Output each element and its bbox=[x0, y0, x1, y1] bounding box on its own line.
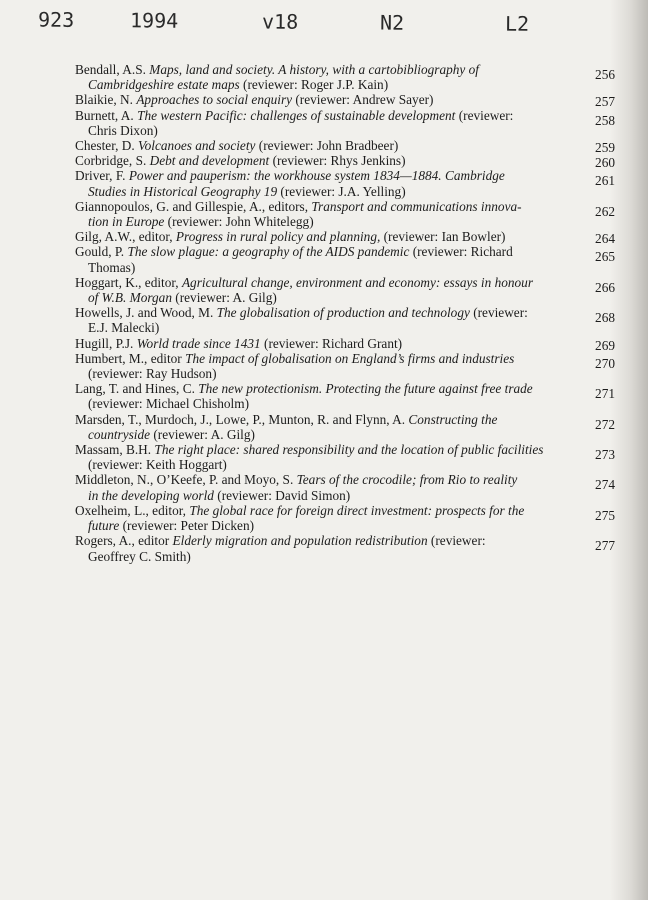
entry-line bbox=[75, 396, 563, 411]
entry-title: Constructing the bbox=[408, 411, 498, 427]
entry-title: The right place: shared responsibility and the location of public facilities bbox=[154, 442, 544, 458]
entry-text bbox=[75, 305, 615, 335]
entry-author: Driver, F. bbox=[75, 168, 129, 184]
entry-reviewer: Geoffrey C. Smith) bbox=[88, 548, 191, 564]
entry-author: Humbert, M., editor bbox=[75, 350, 186, 366]
entry-line bbox=[75, 442, 563, 457]
entry-line bbox=[75, 184, 563, 199]
entry-title: in the developing world bbox=[88, 487, 214, 503]
entry-reviewer: E.J. Malecki) bbox=[88, 320, 160, 336]
entry-author: Gilg, A.W., editor, bbox=[75, 229, 176, 245]
entry-line bbox=[75, 427, 563, 442]
entry-page-number: 264 bbox=[595, 231, 615, 247]
entry-line bbox=[75, 229, 563, 244]
index-entry bbox=[75, 442, 615, 472]
index-entry bbox=[75, 305, 615, 335]
entry-page-number: 271 bbox=[595, 386, 615, 402]
entry-title: Studies in Historical Geography 19 bbox=[88, 183, 278, 199]
entry-title: The impact of globalisation on England’s firms and industries bbox=[185, 350, 515, 366]
page-edge-shadow bbox=[610, 0, 648, 900]
entry-text bbox=[75, 472, 615, 502]
entry-reviewer: (reviewer: Richard Grant) bbox=[260, 335, 403, 351]
index-entry bbox=[75, 472, 615, 502]
entry-reviewer: (reviewer: John Whitelegg) bbox=[164, 214, 314, 230]
entry-text bbox=[75, 533, 615, 563]
entry-page-number: 265 bbox=[595, 249, 615, 265]
entry-reviewer: (reviewer: J.A. Yelling) bbox=[277, 183, 406, 199]
entry-reviewer: (reviewer: bbox=[469, 305, 528, 321]
entry-author: Gould, P. bbox=[75, 244, 128, 260]
handwritten-mark: L2 bbox=[504, 11, 530, 36]
entry-reviewer: (reviewer: bbox=[427, 533, 486, 549]
entry-page-number: 274 bbox=[595, 477, 615, 493]
entry-reviewer: (reviewer: A. Gilg) bbox=[171, 290, 277, 306]
entry-line bbox=[75, 108, 563, 123]
entry-line bbox=[75, 336, 563, 351]
index-entry bbox=[75, 412, 615, 442]
entry-line bbox=[75, 381, 563, 396]
index-entry bbox=[75, 381, 615, 411]
entry-reviewer: (reviewer: A. Gilg) bbox=[150, 426, 255, 442]
entry-author: Middleton, N., O’Keefe, P. and Moyo, S. bbox=[75, 472, 297, 488]
entry-text bbox=[75, 229, 615, 247]
entry-author: Massam, B.H. bbox=[75, 442, 155, 458]
entry-title: Debt and development bbox=[149, 153, 270, 169]
entry-text bbox=[75, 442, 615, 472]
index-entry bbox=[75, 199, 615, 229]
entry-author: Bendall, A.S. bbox=[75, 62, 150, 77]
entry-title: Cambridgeshire estate maps bbox=[88, 77, 240, 93]
entry-line bbox=[75, 77, 563, 92]
entry-text bbox=[75, 351, 615, 381]
entry-line bbox=[75, 518, 563, 533]
entry-page-number: 257 bbox=[595, 94, 615, 110]
entry-title: Volcanoes and society bbox=[138, 138, 256, 154]
entry-title: The western Pacific: challenges of sustainable development bbox=[137, 107, 456, 123]
entry-page-number: 273 bbox=[595, 447, 615, 463]
entry-text bbox=[75, 199, 615, 229]
entry-reviewer: (reviewer: bbox=[455, 107, 514, 123]
entry-line bbox=[75, 533, 563, 548]
entry-text bbox=[75, 153, 615, 171]
entry-text bbox=[75, 108, 615, 138]
entry-author: Hoggart, K., editor, bbox=[75, 274, 182, 290]
entry-text bbox=[75, 168, 615, 198]
entry-line bbox=[75, 260, 563, 275]
index-entry bbox=[75, 153, 615, 171]
entry-author: Blaikie, N. bbox=[75, 92, 137, 108]
entry-title: Transport and communications innova- bbox=[311, 198, 522, 214]
entry-author: Marsden, T., Murdoch, J., Lowe, P., Munton, R. and Flynn, A. bbox=[75, 411, 409, 427]
entry-reviewer: (reviewer: Richard bbox=[409, 244, 513, 260]
entry-author: Howells, J. and Wood, M. bbox=[75, 305, 217, 321]
entry-line bbox=[75, 305, 563, 320]
entry-line bbox=[75, 62, 563, 77]
entry-title: Approaches to social enquiry bbox=[136, 92, 293, 108]
entry-text bbox=[75, 62, 615, 92]
entry-author: Chester, D. bbox=[75, 138, 138, 154]
entry-title: The new protectionism. Protecting the future against free trade bbox=[198, 381, 533, 397]
entry-line bbox=[75, 503, 563, 518]
entry-reviewer: (reviewer: Ian Bowler) bbox=[380, 229, 506, 245]
entry-author: Corbridge, S. bbox=[75, 153, 150, 169]
entry-reviewer: Thomas) bbox=[88, 259, 136, 275]
entry-line bbox=[75, 488, 563, 503]
entry-title: Elderly migration and population redistribution bbox=[172, 533, 428, 549]
entry-line bbox=[75, 153, 563, 168]
entry-reviewer: (reviewer: Peter Dicken) bbox=[119, 518, 255, 534]
entry-page-number: 277 bbox=[595, 538, 615, 554]
entry-text bbox=[75, 92, 615, 110]
entry-title: Progress in rural policy and planning, bbox=[175, 229, 381, 245]
entry-line bbox=[75, 472, 563, 487]
entry-author: Burnett, A. bbox=[75, 107, 138, 123]
entry-line bbox=[75, 92, 563, 107]
entry-reviewer: (reviewer: David Simon) bbox=[213, 487, 351, 503]
entry-line bbox=[75, 138, 563, 153]
entry-page-number: 259 bbox=[595, 140, 615, 156]
index-entry bbox=[75, 138, 615, 156]
entry-title: countryside bbox=[88, 426, 151, 442]
entry-text bbox=[75, 381, 615, 411]
entry-title: Agricultural change, environment and economy: essays in honour bbox=[181, 274, 534, 290]
handwritten-number: N2 bbox=[379, 10, 405, 35]
entry-reviewer: (reviewer: Rhys Jenkins) bbox=[269, 153, 406, 169]
handwritten-year: 1994 bbox=[129, 8, 179, 33]
index-entry bbox=[75, 92, 615, 110]
entry-page-number: 269 bbox=[595, 337, 615, 353]
entry-author: Hugill, P.J. bbox=[75, 335, 137, 351]
entry-reviewer: Chris Dixon) bbox=[88, 122, 158, 138]
entry-line bbox=[75, 214, 563, 229]
entry-page-number: 266 bbox=[595, 279, 615, 295]
entry-page-number: 262 bbox=[595, 203, 615, 219]
entry-page-number: 268 bbox=[595, 310, 615, 326]
entry-title: of W.B. Morgan bbox=[88, 290, 172, 306]
entry-author: Rogers, A., editor bbox=[75, 533, 173, 549]
entry-author: Lang, T. and Hines, C. bbox=[75, 381, 199, 397]
entry-line bbox=[75, 244, 563, 259]
entry-author: Giannopoulos, G. and Gillespie, A., editors, bbox=[75, 198, 312, 214]
entry-line bbox=[75, 457, 563, 472]
entry-page-number: 261 bbox=[595, 173, 615, 189]
entry-line bbox=[75, 412, 563, 427]
index-entry bbox=[75, 244, 615, 274]
entry-reviewer: (reviewer: John Bradbeer) bbox=[255, 138, 399, 154]
entry-title: Power and pauperism: the workhouse system 1834—1884. Cambridge bbox=[128, 168, 505, 184]
entry-title: Tears of the crocodile; from Rio to reality bbox=[296, 472, 518, 488]
index-entry bbox=[75, 108, 615, 138]
entry-reviewer: (reviewer: Roger J.P. Kain) bbox=[239, 77, 389, 93]
entry-text bbox=[75, 138, 615, 156]
entry-reviewer: (reviewer: Keith Hoggart) bbox=[88, 457, 227, 473]
entry-line bbox=[75, 168, 563, 183]
entry-text bbox=[75, 336, 615, 351]
entry-title: Maps, land and society. A history, with a cartobibliography of bbox=[149, 62, 479, 77]
entry-text bbox=[75, 244, 615, 274]
entry-title: World trade since 1431 bbox=[136, 335, 261, 351]
index-entry bbox=[75, 336, 615, 351]
entry-author: Oxelheim, L., editor, bbox=[75, 502, 190, 518]
entry-line bbox=[75, 366, 563, 381]
entry-reviewer: (reviewer: Ray Hudson) bbox=[88, 366, 217, 382]
handwritten-volume: v18 bbox=[261, 9, 299, 34]
book-review-index bbox=[75, 62, 615, 564]
entry-title: The global race for foreign direct investment: prospects for the bbox=[189, 502, 525, 518]
entry-page-number: 270 bbox=[595, 355, 615, 371]
entry-title: future bbox=[88, 518, 120, 534]
entry-text bbox=[75, 275, 615, 305]
entry-line bbox=[75, 275, 563, 290]
entry-page-number: 256 bbox=[595, 67, 615, 82]
entry-line bbox=[75, 199, 563, 214]
index-entry bbox=[75, 168, 615, 198]
index-entry bbox=[75, 351, 615, 381]
entry-line bbox=[75, 123, 563, 138]
entry-line bbox=[75, 351, 563, 366]
entry-text bbox=[75, 503, 615, 533]
index-entry bbox=[75, 62, 615, 92]
index-entry bbox=[75, 275, 615, 305]
entry-line bbox=[75, 290, 563, 305]
entry-title: The slow plague: a geography of the AIDS pandemic bbox=[127, 244, 410, 260]
entry-page-number: 260 bbox=[595, 155, 615, 171]
handwritten-annotation bbox=[0, 7, 648, 47]
entry-text bbox=[75, 412, 615, 442]
entry-page-number: 275 bbox=[595, 507, 615, 523]
entry-page-number: 258 bbox=[595, 112, 615, 128]
index-entry bbox=[75, 229, 615, 247]
index-entry bbox=[75, 503, 615, 533]
entry-title: tion in Europe bbox=[88, 214, 165, 230]
handwritten-id: 923 bbox=[37, 7, 75, 32]
entry-reviewer: (reviewer: Michael Chisholm) bbox=[88, 396, 249, 412]
entry-title: The globalisation of production and technology bbox=[216, 305, 470, 321]
entry-page-number: 272 bbox=[595, 416, 615, 432]
entry-line bbox=[75, 320, 563, 335]
index-entry bbox=[75, 533, 615, 563]
entry-line bbox=[75, 549, 563, 564]
entry-reviewer: (reviewer: Andrew Sayer) bbox=[292, 92, 434, 108]
